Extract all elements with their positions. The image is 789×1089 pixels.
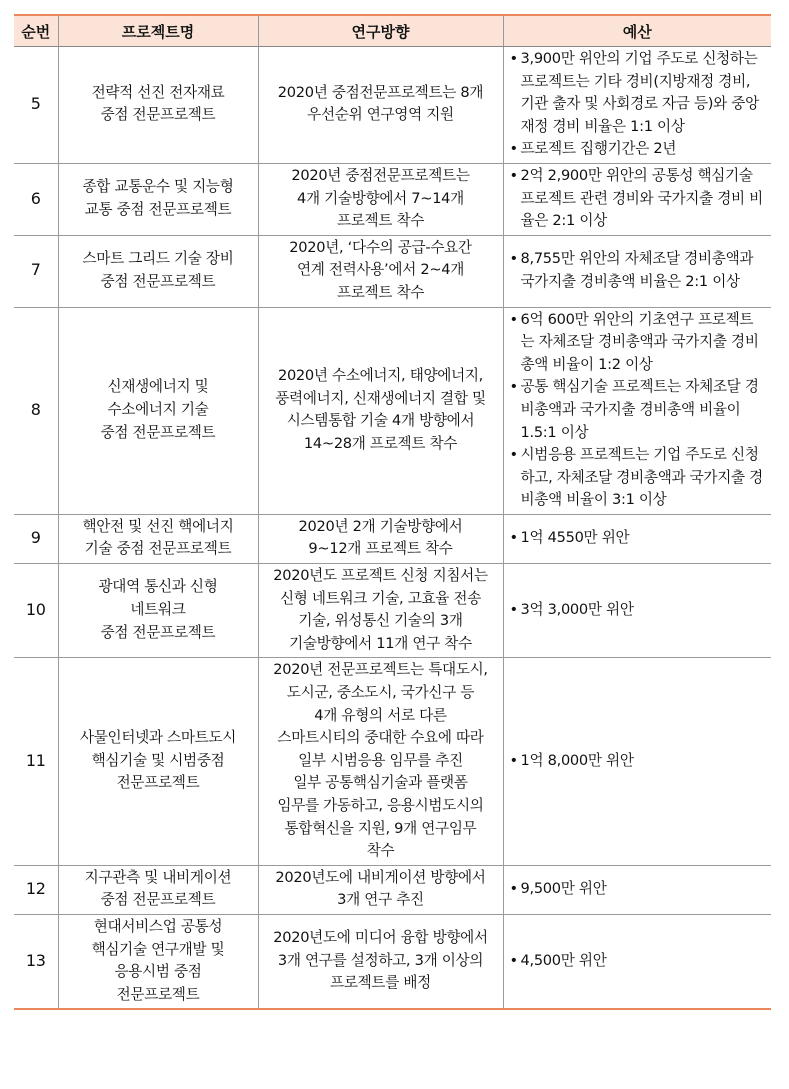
header-budget: 예산 (503, 15, 771, 47)
header-number: 순번 (14, 15, 58, 47)
budget-bullet-item: • 3,900만 위안의 기업 주도로 신청하는 프로젝트는 기타 경비(지방재정 경비, 기관 출자 및 사회경로 자금 등)와 중앙재정 경비 비율은 1:1 이상 (510, 48, 766, 138)
table-row (14, 914, 771, 1009)
project-name-cell: 핵안전 및 선진 핵에너지 기술 중점 전문프로젝트 (58, 514, 258, 563)
row-number: 11 (14, 658, 58, 865)
budget-bullet-item: • 시범응용 프로젝트는 기업 주도로 신청하고, 자체조달 경비총액과 국가지출 경비총액 비율이 3:1 이상 (510, 444, 766, 512)
table-body (14, 47, 771, 1010)
budget-bullet-item: • 6억 600만 위안의 기초연구 프로젝트는 자체조달 경비총액과 국가지출 경비총액 비율이 1:2 이상 (510, 309, 766, 377)
research-direction-cell: 2020년 수소에너지, 태양에너지, 풍력에너지, 신재생에너지 결합 및 시스템통합 기술 4개 방향에서 14~28개 프로젝트 착수 (258, 307, 503, 514)
row-number: 9 (14, 514, 58, 563)
row-number: 5 (14, 47, 58, 164)
table-row (14, 514, 771, 563)
budget-bullet-item: • 공통 핵심기술 프로젝트는 자체조달 경비총액과 국가지출 경비총액 비율이 1.5:1 이상 (510, 376, 766, 444)
research-direction-cell: 2020년 중점전문프로젝트는 8개 우선순위 연구영역 지원 (258, 47, 503, 164)
row-number: 6 (14, 163, 58, 235)
research-direction-cell: 2020년 전문프로젝트는 특대도시, 도시군, 중소도시, 국가신구 등 4개 유형의 서로 다른 스마트시티의 중대한 수요에 따라 일부 시범응용 임무를 추진 일부 공통핵심기술과 플랫폼 임무를 가동하고, 응용시범도시의 통합혁신을 지원, 9개 연구임무 착수 (258, 658, 503, 865)
research-direction-cell: 2020년도에 미디어 융합 방향에서 3개 연구를 설정하고, 3개 이상의 프로젝트를 배정 (258, 914, 503, 1009)
budget-cell (503, 914, 771, 1009)
project-name-cell: 스마트 그리드 기술 장비 중점 전문프로젝트 (58, 235, 258, 307)
research-direction-cell: 2020년 2개 기술방향에서 9~12개 프로젝트 착수 (258, 514, 503, 563)
budget-cell (503, 307, 771, 514)
budget-bullet-item: • 3억 3,000만 위안 (510, 599, 766, 622)
table-row (14, 163, 771, 235)
budget-cell (503, 658, 771, 865)
row-number: 12 (14, 865, 58, 914)
budget-bullet-item: • 8,755만 위안의 자체조달 경비총액과 국가지출 경비총액 비율은 2:1 이상 (510, 248, 766, 293)
budget-cell (503, 235, 771, 307)
project-name-cell: 지구관측 및 내비게이션 중점 전문프로젝트 (58, 865, 258, 914)
row-number: 10 (14, 564, 58, 658)
budget-bullet-item: • 9,500만 위안 (510, 878, 766, 901)
row-number: 13 (14, 914, 58, 1009)
budget-cell (503, 514, 771, 563)
project-name-cell: 전략적 선진 전자재료 중점 전문프로젝트 (58, 47, 258, 164)
budget-bullet-item: • 1억 4550만 위안 (510, 527, 766, 550)
project-name-cell: 현대서비스업 공통성 핵심기술 연구개발 및 응용시범 중점 전문프로젝트 (58, 914, 258, 1009)
budget-bullet-item: • 4,500만 위안 (510, 950, 766, 973)
project-table (14, 14, 771, 1010)
research-direction-cell: 2020년, ‘다수의 공급-수요간 연계 전력사용’에서 2~4개 프로젝트 착수 (258, 235, 503, 307)
project-name-cell: 신재생에너지 및 수소에너지 기술 중점 전문프로젝트 (58, 307, 258, 514)
research-direction-cell: 2020년도에 내비게이션 방향에서 3개 연구 추진 (258, 865, 503, 914)
budget-bullet-item: • 프로젝트 집행기간은 2년 (510, 138, 766, 161)
table-row (14, 307, 771, 514)
budget-bullet-item: • 2억 2,900만 위안의 공통성 핵심기술 프로젝트 관련 경비와 국가지출 경비 비율은 2:1 이상 (510, 165, 766, 233)
research-direction-cell: 2020년 중점전문프로젝트는 4개 기술방향에서 7~14개 프로젝트 착수 (258, 163, 503, 235)
table-row (14, 865, 771, 914)
table-row (14, 658, 771, 865)
row-number: 8 (14, 307, 58, 514)
header-row (14, 15, 771, 47)
table-row (14, 235, 771, 307)
table-row (14, 47, 771, 164)
budget-cell (503, 47, 771, 164)
table-row (14, 564, 771, 658)
research-direction-cell: 2020년도 프로젝트 신청 지침서는 신형 네트워크 기술, 고효율 전송 기술, 위성통신 기술의 3개 기술방향에서 11개 연구 착수 (258, 564, 503, 658)
budget-cell (503, 865, 771, 914)
budget-cell (503, 564, 771, 658)
budget-cell (503, 163, 771, 235)
header-research-direction: 연구방향 (258, 15, 503, 47)
row-number: 7 (14, 235, 58, 307)
header-project-name: 프로젝트명 (58, 15, 258, 47)
project-name-cell: 사물인터넷과 스마트도시 핵심기술 및 시범중점 전문프로젝트 (58, 658, 258, 865)
budget-bullet-item: • 1억 8,000만 위안 (510, 750, 766, 773)
project-name-cell: 광대역 통신과 신형 네트워크 중점 전문프로젝트 (58, 564, 258, 658)
project-name-cell: 종합 교통운수 및 지능형 교통 중점 전문프로젝트 (58, 163, 258, 235)
